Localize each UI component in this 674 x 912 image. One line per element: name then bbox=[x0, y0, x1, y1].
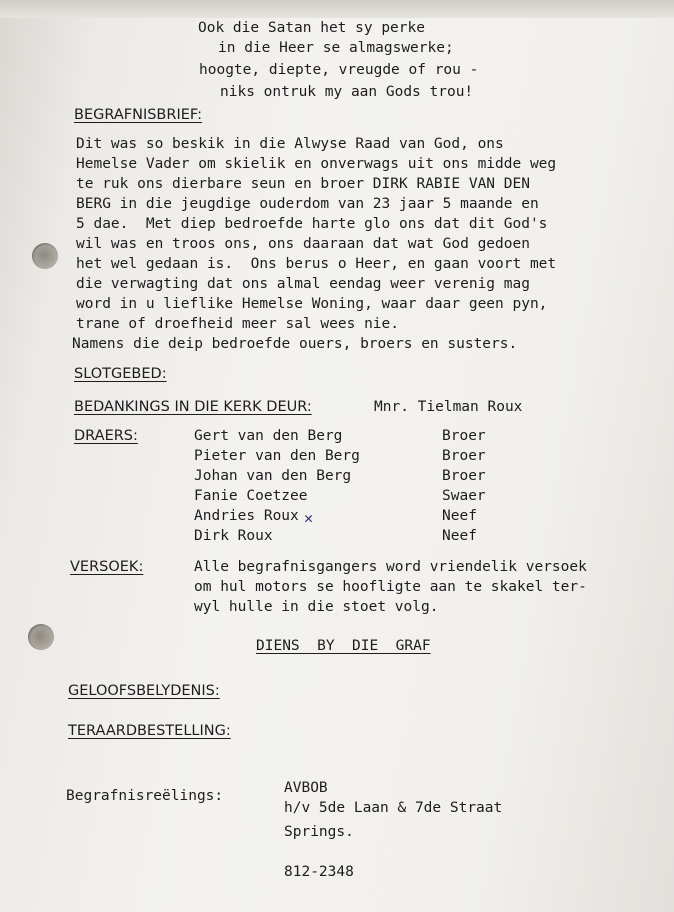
verse-line-2: in die Heer se almagswerke; bbox=[218, 40, 454, 56]
verse-line-3: hoogte, diepte, vreugde of rou - bbox=[199, 62, 479, 78]
begrafnisbrief-line-9: word in u lieflike Hemelse Woning, waar daar geen pyn, bbox=[76, 296, 548, 312]
draer-relation: Neef bbox=[442, 508, 477, 524]
verse-line-4: niks ontruk my aan Gods trou! bbox=[220, 84, 474, 100]
begrafnisbrief-heading: BEGRAFNISBRIEF: bbox=[74, 107, 202, 123]
draer-relation: Broer bbox=[442, 468, 486, 484]
punch-hole-bottom bbox=[28, 624, 54, 650]
bedankings-value: Mnr. Tielman Roux bbox=[374, 399, 523, 415]
draers-heading: DRAERS: bbox=[74, 428, 138, 444]
begrafnisbrief-line-8: die verwagting dat ons almal eendag weer verenig mag bbox=[76, 276, 530, 292]
reelings-line-2: h/v 5de Laan & 7de Straat bbox=[284, 800, 503, 816]
begrafnisbrief-line-2: Hemelse Vader om skielik en onverwags uit ons midde weg bbox=[76, 156, 557, 172]
draer-relation: Swaer bbox=[442, 488, 486, 504]
versoek-heading: VERSOEK: bbox=[70, 559, 144, 575]
bedankings-heading: BEDANKINGS IN DIE KERK DEUR: bbox=[74, 399, 312, 415]
begrafnisbrief-line-7: het wel gedaan is. Ons berus o Heer, en gaan voort met bbox=[76, 256, 557, 272]
begrafnisbrief-line-3: te ruk ons dierbare seun en broer DIRK RABIE VAN DEN bbox=[76, 176, 530, 192]
ink-correction-mark: ✕ bbox=[304, 509, 314, 527]
begrafnisbrief-line-5: 5 dae. Met diep bedroefde harte glo ons dat dit God's bbox=[76, 216, 548, 232]
reelings-line-1: AVBOB bbox=[284, 780, 328, 796]
begrafnisbrief-line-6: wil was en troos ons, ons daaraan dat wat God gedoen bbox=[76, 236, 530, 252]
slotgebed-heading: SLOTGEBED: bbox=[74, 366, 167, 382]
reelings-phone: 812-2348 bbox=[284, 864, 354, 880]
draer-name: Dirk Roux bbox=[194, 528, 273, 544]
begrafnisbrief-line-10: trane of droefheid meer sal wees nie. bbox=[76, 316, 400, 332]
draer-relation: Broer bbox=[442, 428, 486, 444]
versoek-line-3: wyl hulle in die stoet volg. bbox=[194, 599, 439, 615]
geloofsbelydenis-heading: GELOOFSBELYDENIS: bbox=[68, 683, 220, 699]
draer-name: Fanie Coetzee bbox=[194, 488, 308, 504]
draer-name: Pieter van den Berg bbox=[194, 448, 360, 464]
diens-heading: DIENS BY DIE GRAF bbox=[256, 638, 431, 654]
reelings-label: Begrafnisreëlings: bbox=[66, 788, 224, 804]
draer-name: Andries Roux bbox=[194, 508, 299, 524]
draer-relation: Neef bbox=[442, 528, 477, 544]
draer-relation: Broer bbox=[442, 448, 486, 464]
verse-line-1: Ook die Satan het sy perke bbox=[198, 20, 425, 36]
reelings-line-3: Springs. bbox=[284, 824, 354, 840]
draer-name: Johan van den Berg bbox=[194, 468, 352, 484]
begrafnisbrief-line-4: BERG in die jeugdige ouderdom van 23 jaar 5 maande en bbox=[76, 196, 539, 212]
versoek-line-1: Alle begrafnisgangers word vriendelik versoek bbox=[194, 559, 587, 575]
begrafnisbrief-line-11: Namens die deip bedroefde ouers, broers en susters. bbox=[72, 336, 518, 352]
draer-name: Gert van den Berg bbox=[194, 428, 343, 444]
teraardbestelling-heading: TERAARDBESTELLING: bbox=[68, 723, 231, 739]
versoek-line-2: om hul motors se hoofligte aan te skakel ter- bbox=[194, 579, 587, 595]
punch-hole-top bbox=[32, 243, 58, 269]
begrafnisbrief-line-1: Dit was so beskik in die Alwyse Raad van God, ons bbox=[76, 136, 504, 152]
page-fold-edge bbox=[0, 0, 674, 18]
